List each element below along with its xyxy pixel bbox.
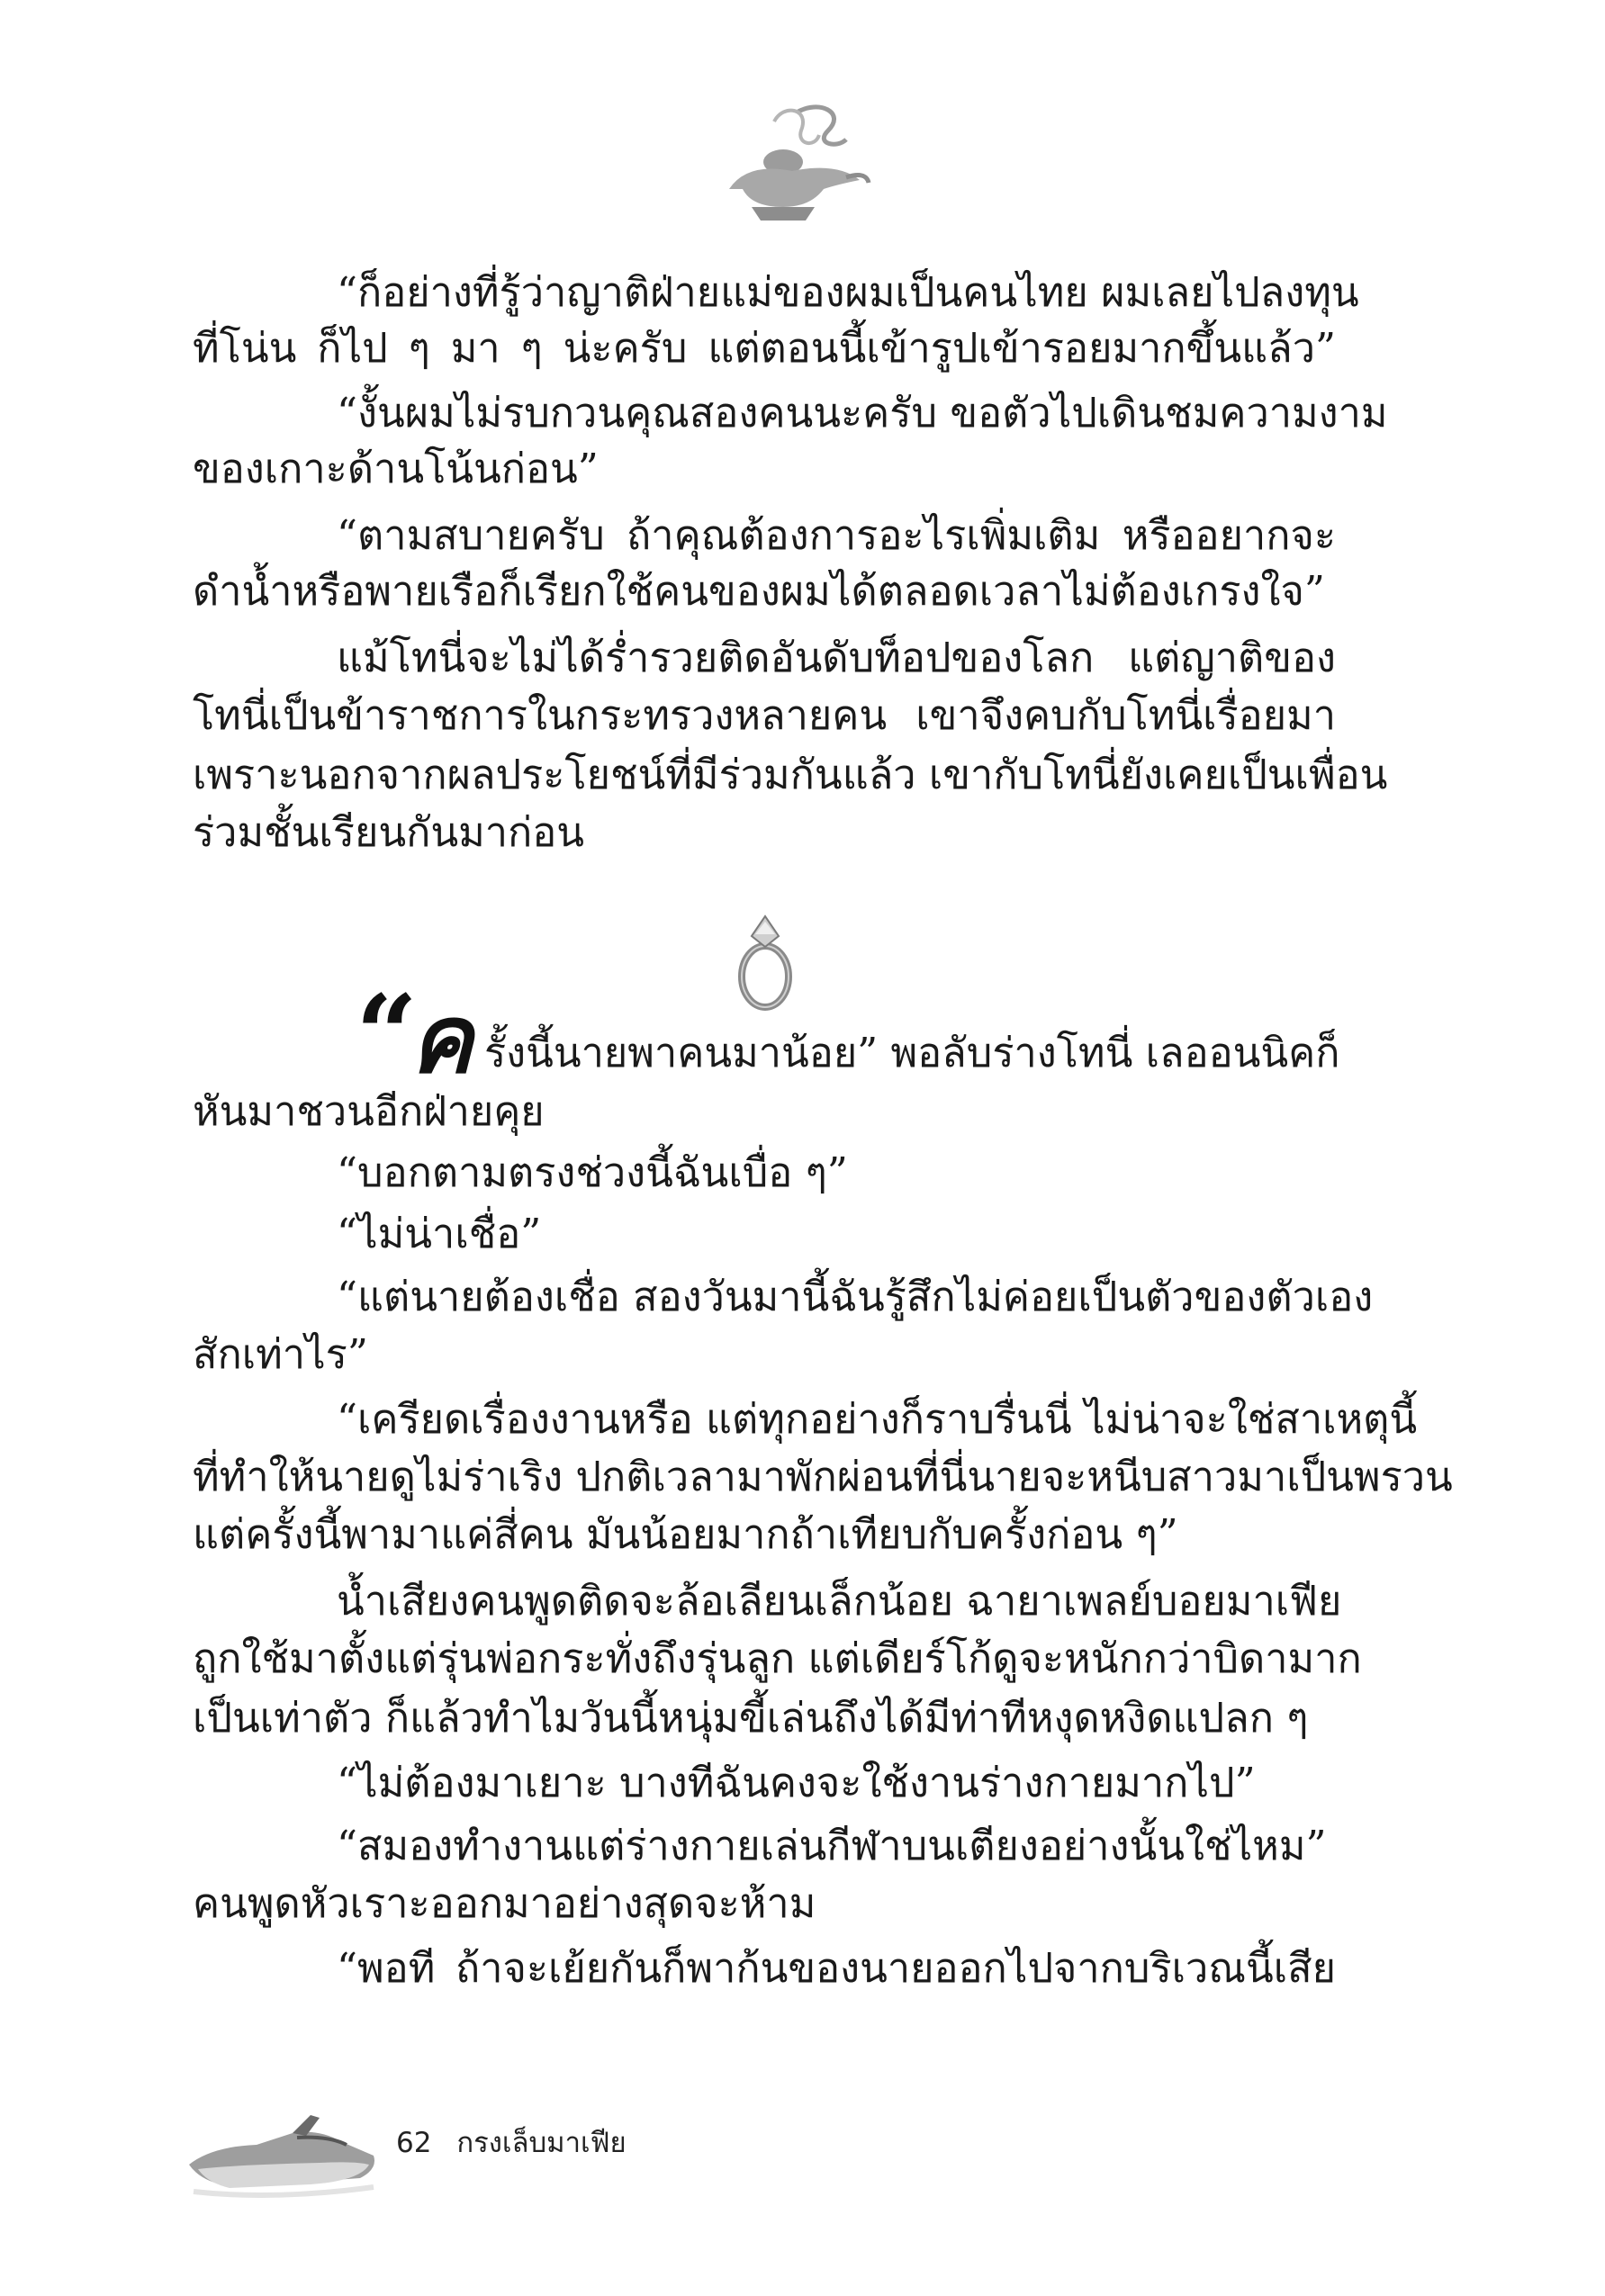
paragraph-line: ดำน้ำหรือพายเรือก็เรียกใช้คนของผมได้ตลอดเวลาไม่ต้องเกรงใจ” xyxy=(193,567,1325,615)
paragraph-line: “งั้นผมไม่รบกวนคุณสองคนนะครับ ขอตัวไปเดินชมความงาม xyxy=(337,389,1388,437)
paragraph-line: ของเกาะด้านโน้นก่อน” xyxy=(193,445,599,492)
paragraph-line: เป็นเท่าตัว ก็แล้วทำไมวันนี้หนุ่มขี้เล่นถึงได้มีท่าทีหงุดหงิดแปลก ๆ xyxy=(193,1694,1309,1742)
paragraph-line: คนพูดหัวเราะออกมาอย่างสุดจะห้าม xyxy=(193,1879,816,1927)
jet-ski-icon xyxy=(185,2102,383,2201)
paragraph-line: ร่วมชั้นเรียนกันมาก่อน xyxy=(193,808,585,856)
paragraph-line: “สมองทำงานแต่ร่างกายเล่นกีฬาบนเตียงอย่างนั้นใช่ไหม” xyxy=(337,1822,1327,1869)
genie-lamp-icon xyxy=(711,95,873,230)
paragraph-line: “ตามสบายครับ ถ้าคุณต้องการอะไรเพิ่มเติม หรืออยากจะ xyxy=(337,511,1336,559)
paragraph-line: ที่โน่น ก็ไป ๆ มา ๆ น่ะครับ แต่ตอนนี้เข้ารูปเข้ารอยมากขึ้นแล้ว” xyxy=(193,324,1336,372)
paragraph-line: น้ำเสียงคนพูดติดจะล้อเลียนเล็กน้อย ฉายาเพลย์บอยมาเฟีย xyxy=(337,1577,1342,1625)
paragraph-line: “ก็อย่างที่รู้ว่าญาติฝ่ายแม่ของผมเป็นคนไทย ผมเลยไปลงทุน xyxy=(337,268,1359,316)
page-number: 62 xyxy=(396,2127,432,2159)
paragraph-line: เพราะนอกจากผลประโยชน์ที่มีร่วมกันแล้ว เขากับโทนี่ยังเคยเป็นเพื่อน xyxy=(193,751,1388,798)
paragraph-line: ที่ทำให้นายดูไม่ร่าเริง ปกติเวลามาพักผ่อนที่นี่นายจะหนีบสาวมาเป็นพรวน xyxy=(193,1453,1453,1500)
paragraph-line: รั้งนี้นายพาคนมาน้อย” พอลับร่างโทนี่ เลออนนิคก็ xyxy=(484,1029,1340,1076)
diamond-ring-icon xyxy=(725,909,806,1013)
paragraph-line: “ไม่น่าเชื่อ” xyxy=(337,1210,542,1257)
paragraph-line: “เครียดเรื่องงานหรือ แต่ทุกอย่างก็ราบรื่นนี่ ไม่น่าจะใช่สาเหตุนี้ xyxy=(337,1395,1418,1443)
paragraph-line: แม้โทนี่จะไม่ได้ร่ำรวยติดอันดับท็อปของโลก แต่ญาติของ xyxy=(337,634,1336,681)
paragraph-line: โทนี่เป็นข้าราชการในกระทรวงหลายคน เขาจึงคบกับโทนี่เรื่อยมา xyxy=(193,691,1336,739)
paragraph-line: “บอกตามตรงช่วงนี้ฉันเบื่อ ๆ” xyxy=(337,1148,848,1196)
paragraph-line: “ไม่ต้องมาเยาะ บางทีฉันคงจะใช้งานร่างกายมากไป” xyxy=(337,1759,1256,1806)
paragraph-line: “พอที ถ้าจะเย้ยกันก็พาก้นของนายออกไปจากบริเวณนี้เสีย xyxy=(337,1944,1336,1992)
dropcap-letter: ค xyxy=(410,985,473,1094)
paragraph-line: ถูกใช้มาตั้งแต่รุ่นพ่อกระทั่งถึงรุ่นลูก แต่เดียร์โก้ดูจะหนักกว่าบิดามาก xyxy=(193,1634,1362,1682)
dropcap-quote: “ xyxy=(356,971,419,1098)
page-footer xyxy=(396,2120,643,2165)
paragraph-line: แต่ครั้งนี้พามาแค่สี่คน มันน้อยมากถ้าเทียบกับครั้งก่อน ๆ” xyxy=(193,1510,1178,1558)
paragraph-line: หันมาชวนอีกฝ่ายคุย xyxy=(193,1087,545,1135)
paragraph-line: “แต่นายต้องเชื่อ สองวันมานี้ฉันรู้สึกไม่ค่อยเป็นตัวของตัวเอง xyxy=(337,1273,1374,1320)
paragraph-line: สักเท่าไร” xyxy=(193,1330,368,1378)
book-title: กรงเล็บมาเฟีย xyxy=(456,2127,627,2159)
